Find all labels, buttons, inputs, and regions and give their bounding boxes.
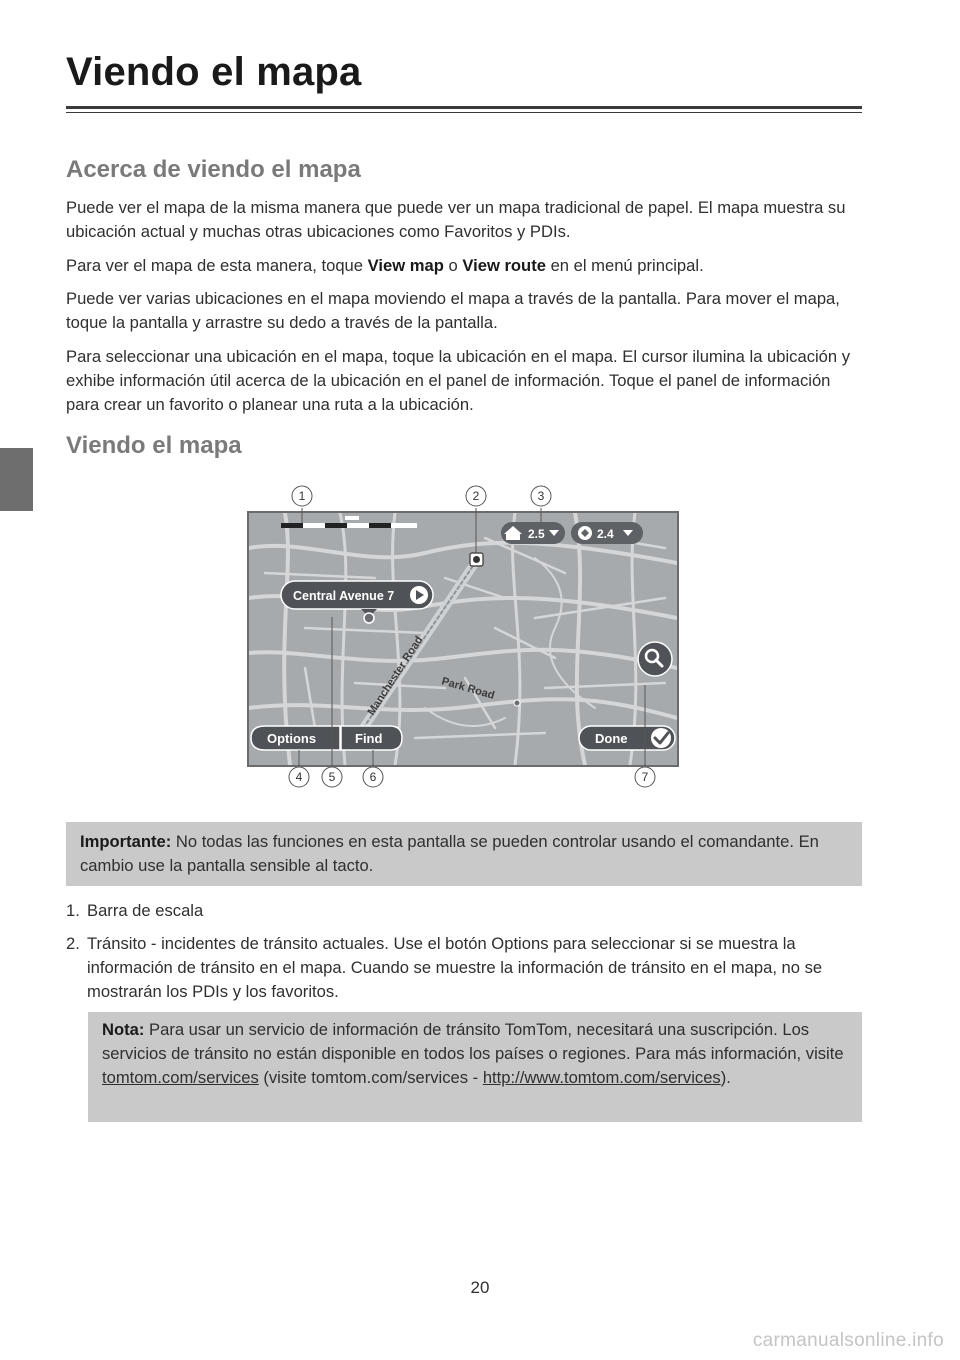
nota-text: [102, 1018, 848, 1090]
nota-end: ).: [720, 1068, 731, 1087]
list-item: [66, 932, 856, 1004]
favorite-distance: 2.4: [597, 527, 614, 541]
options-button[interactable]: [251, 726, 340, 750]
paragraph-intro: Puede ver el mapa de la misma manera que puede ver un mapa tradicional de papel. El mapa muestra su ubicación actual y muchas otras ubicaciones como Favoritos y PDIs.: [66, 198, 846, 241]
callout-3: 3: [537, 489, 545, 503]
find-button[interactable]: [341, 726, 402, 750]
callout-2: 2: [472, 489, 480, 503]
title-rule-thick: [66, 106, 862, 109]
nota-label: Nota:: [102, 1020, 145, 1039]
callout-1: 1: [298, 489, 306, 503]
paragraph-move-map: Puede ver varias ubicaciones en el mapa moviendo el mapa a través de la pantalla. Para mover el mapa, toque la pantalla y arrastre su dedo a través de la pantalla.: [66, 289, 840, 332]
title-rule-thin: [66, 112, 862, 113]
paragraph-select-location: Para seleccionar una ubicación en el mapa, toque la ubicación en el mapa. El cursor ilumina la ubicación y exhibe información útil acerca de la ubicación en el panel de información. Toque el panel de información para crear un favorito o planear una ruta a la ubicación.: [66, 347, 851, 414]
list-item-text: Tránsito - incidentes de tránsito actuales. Use el botón Options para seleccionar si se muestra la información de tránsito en el mapa. Cuando se muestre la información de tránsito en el mapa, no se mostrarán los PDIs y los favoritos.: [87, 934, 823, 1001]
options-button-label: Options: [267, 731, 317, 746]
watermark: carmanualsonline.info: [752, 1330, 944, 1351]
location-label: Central Avenue 7: [293, 589, 395, 603]
callout-5: 5: [328, 770, 336, 784]
nota-note: [88, 1012, 862, 1122]
street-label-manchester: Manchester Road: [365, 634, 426, 718]
find-button-label: Find: [355, 731, 383, 746]
chapter-tab: [0, 448, 33, 511]
services-link[interactable]: tomtom.com/services: [102, 1068, 259, 1087]
nota-body: Para usar un servicio de información de tránsito TomTom, necesitará una suscripción. Los servicios de tránsito no están disponible en todos los países o regiones. Para más información, visite: [102, 1020, 844, 1063]
map-screenshot: [245, 478, 681, 798]
list-item-number: 2.: [66, 934, 80, 953]
services-url-link[interactable]: http://www.tomtom.com/services: [482, 1068, 721, 1087]
list-item-text: Barra de escala: [87, 901, 204, 920]
section-heading-map: Viendo el mapa: [66, 432, 242, 459]
list-item: [66, 899, 856, 923]
map-cursor: [364, 613, 374, 623]
nota-mid: (visite tomtom.com/services -: [258, 1068, 483, 1087]
home-distance-badge[interactable]: [501, 522, 565, 544]
zoom-button[interactable]: [638, 642, 672, 676]
p2-text-start: Para ver el mapa de esta manera, toque: [66, 256, 368, 275]
page-number: 20: [470, 1278, 490, 1297]
view-map-label: View map: [367, 256, 444, 275]
p2-text-end: en el menú principal.: [545, 256, 704, 275]
section-heading-about: Acerca de viendo el mapa: [66, 156, 361, 183]
done-button[interactable]: [579, 726, 675, 750]
home-distance: 2.5: [528, 527, 545, 541]
page-title: Viendo el mapa: [66, 50, 362, 94]
list-item-number: 1.: [66, 901, 80, 920]
important-note-text: [80, 830, 848, 878]
important-label: Importante:: [80, 832, 172, 851]
paragraph-view-map: [66, 254, 866, 278]
view-route-label: View route: [462, 256, 546, 275]
street-label-park: Park Road: [440, 675, 496, 702]
important-text: No todas las funciones en esta pantalla se pueden controlar usando el comandante. En cambio use la pantalla sensible al tacto.: [80, 832, 819, 875]
callout-6: 6: [369, 770, 377, 784]
traffic-icon[interactable]: [470, 553, 483, 566]
callout-7: 7: [641, 770, 649, 784]
callout-4: 4: [295, 770, 303, 784]
p2-text-mid: o: [443, 256, 463, 275]
favorite-distance-badge[interactable]: [571, 522, 643, 544]
done-button-label: Done: [595, 731, 628, 746]
important-note: [66, 822, 862, 886]
